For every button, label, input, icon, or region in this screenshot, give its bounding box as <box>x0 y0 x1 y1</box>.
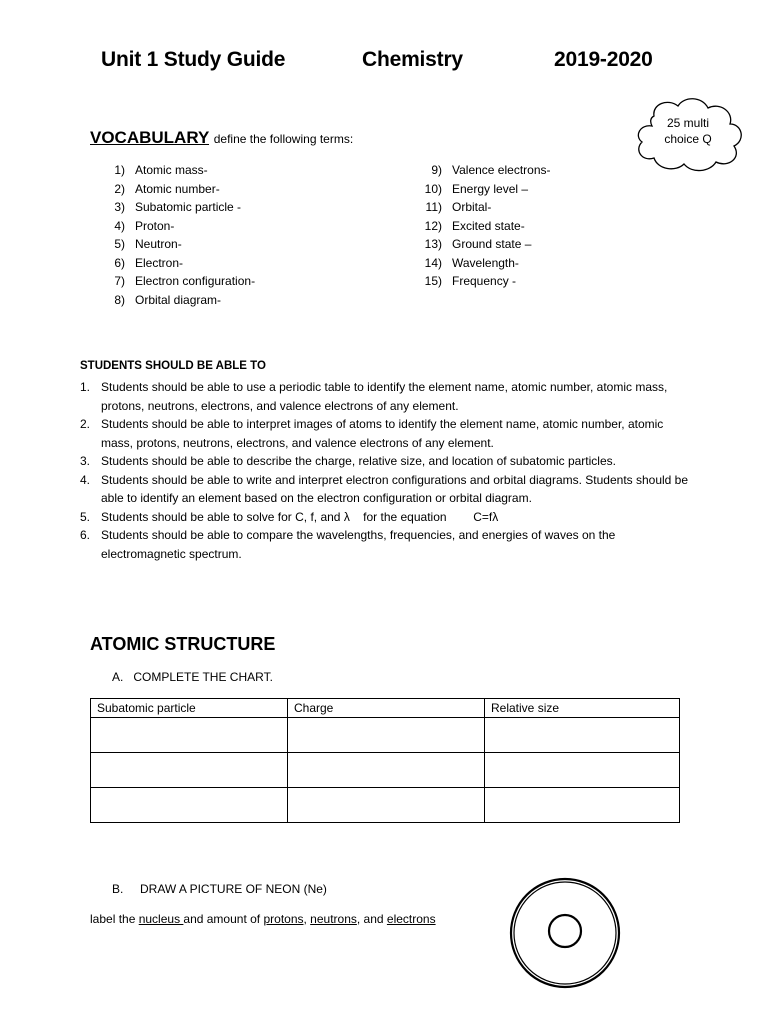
label-protons: protons <box>263 912 304 926</box>
objective-item <box>80 471 690 508</box>
label-prefix: label the <box>90 912 139 926</box>
chart-cell[interactable] <box>288 718 485 753</box>
vocab-num: 11) <box>425 200 442 214</box>
vocab-text: Frequency - <box>452 274 517 288</box>
chart-cell[interactable] <box>485 718 680 753</box>
vocab-num: 1) <box>114 163 125 177</box>
vocab-term <box>419 235 551 254</box>
objective-num: 3. <box>80 454 91 468</box>
chart-cell[interactable] <box>91 753 288 788</box>
chart-row <box>91 788 680 823</box>
vocab-term <box>419 272 551 291</box>
outer-shell-inner <box>514 882 616 984</box>
nucleus-circle <box>549 915 581 947</box>
subatomic-chart <box>90 698 680 823</box>
objective-item <box>80 378 690 415</box>
vocab-text: Atomic number- <box>135 181 220 196</box>
label-nucleus: nucleus <box>138 912 184 926</box>
vocab-term <box>419 161 551 180</box>
chart-header-charge: Charge <box>288 699 485 718</box>
vocab-num: 4) <box>114 218 125 233</box>
cloud-note <box>648 115 728 147</box>
vocab-num: 12) <box>424 218 442 233</box>
objectives-list <box>80 378 690 563</box>
vocab-text: Electron- <box>135 255 184 270</box>
vocabulary-title: VOCABULARY <box>90 128 210 147</box>
doc-title: Unit 1 Study Guide <box>101 48 286 71</box>
objective-num: 4. <box>80 472 91 487</box>
doc-subject: Chemistry <box>362 48 463 71</box>
vocab-text: Orbital diagram- <box>135 292 222 307</box>
objective-text: Students should be able to use a periodic table to identify the element name, atomic number, atomic mass, protons, neutrons, electrons, and valence electrons of any element. <box>101 380 668 413</box>
vocab-num: 15) <box>424 274 442 288</box>
objective-num: 1. <box>80 380 91 394</box>
vocab-list-right <box>419 161 551 291</box>
objective-item <box>80 526 690 563</box>
chart-cell[interactable] <box>485 753 680 788</box>
cloud-note-line2: choice Q <box>664 132 712 146</box>
vocab-text: Subatomic particle - <box>135 200 242 214</box>
doc-year: 2019-2020 <box>554 48 653 71</box>
vocab-num: 2) <box>114 181 125 196</box>
vocab-num: 13) <box>424 237 442 251</box>
chart-cell[interactable] <box>288 753 485 788</box>
part-a-instruction: A. COMPLETE THE CHART. <box>112 670 273 684</box>
vocab-term <box>419 217 551 236</box>
vocab-text: Wavelength- <box>452 255 519 270</box>
vocab-term <box>102 235 255 254</box>
vocabulary-heading <box>90 128 353 148</box>
vocab-term <box>102 291 255 310</box>
objective-item <box>80 508 690 527</box>
cloud-note-line1: 25 multi <box>666 116 710 130</box>
objective-text: Students should be able to solve for C, f, and λ for the equation C=fλ <box>101 509 499 524</box>
vocab-text: Orbital- <box>452 200 492 214</box>
chart-cell[interactable] <box>485 788 680 823</box>
vocab-text: Neutron- <box>135 237 182 251</box>
vocab-num: 9) <box>431 163 442 177</box>
atomic-structure-heading: ATOMIC STRUCTURE <box>90 634 276 654</box>
chart-header-size: Relative size <box>485 699 680 718</box>
vocab-text: Proton- <box>135 218 175 233</box>
label-sep: , and <box>356 912 387 926</box>
vocabulary-subtitle: define the following terms: <box>213 132 354 146</box>
objectives-heading: STUDENTS SHOULD BE ABLE TO <box>80 360 266 372</box>
label-neutrons: neutrons <box>310 912 357 926</box>
label-electrons: electrons <box>386 912 436 926</box>
objective-item <box>80 415 690 452</box>
chart-row <box>91 753 680 788</box>
vocab-term <box>419 254 551 273</box>
neon-atom-drawing <box>505 873 625 993</box>
vocab-num: 14) <box>424 255 442 270</box>
part-b-instruction: B. DRAW A PICTURE OF NEON (Ne) <box>112 882 327 896</box>
chart-header-row <box>91 699 680 718</box>
vocab-num: 7) <box>114 274 125 288</box>
vocab-num: 5) <box>114 237 125 251</box>
vocab-text: Atomic mass- <box>135 163 208 177</box>
vocab-term <box>102 254 255 273</box>
vocab-term <box>102 198 255 217</box>
label-mid: and amount of <box>183 912 264 926</box>
vocab-num: 6) <box>114 255 125 270</box>
vocab-term <box>102 161 255 180</box>
objective-text: Students should be able to write and interpret electron configurations and orbital diagrams. Students should be able to identify an element based on the electron configuration or orbital diagram. <box>101 472 689 505</box>
vocab-text: Electron configuration- <box>135 274 256 288</box>
objective-num: 5. <box>80 509 91 524</box>
objective-text: Students should be able to interpret images of atoms to identify the element name, atomic number, atomic mass, protons, neutrons, electrons, and valence electrons of any element. <box>101 417 664 450</box>
chart-header-particle: Subatomic particle <box>91 699 288 718</box>
chart-row <box>91 718 680 753</box>
objective-text: Students should be able to describe the charge, relative size, and location of subatomic particles. <box>101 454 616 468</box>
vocab-term <box>102 180 255 199</box>
vocab-list-left <box>102 161 255 309</box>
vocab-term <box>102 272 255 291</box>
chart-cell[interactable] <box>288 788 485 823</box>
vocab-term <box>102 217 255 236</box>
vocab-num: 3) <box>114 200 125 214</box>
vocab-num: 8) <box>114 292 125 307</box>
label-sep: , <box>303 912 311 926</box>
vocab-term <box>419 198 551 217</box>
objective-item <box>80 452 690 471</box>
objective-num: 6. <box>80 528 91 542</box>
outer-shell <box>511 879 619 987</box>
vocab-text: Ground state – <box>452 237 532 251</box>
vocab-num: 10) <box>424 181 442 196</box>
vocab-text: Excited state- <box>452 218 525 233</box>
objective-text: Students should be able to compare the wavelengths, frequencies, and energies of waves on the electromagnetic spectrum. <box>101 528 616 561</box>
objective-num: 2. <box>80 417 91 431</box>
chart-cell[interactable] <box>91 718 288 753</box>
vocab-text: Valence electrons- <box>452 163 551 177</box>
label-instruction <box>90 912 436 926</box>
vocab-text: Energy level – <box>452 181 529 196</box>
chart-cell[interactable] <box>91 788 288 823</box>
vocab-term <box>419 180 551 199</box>
